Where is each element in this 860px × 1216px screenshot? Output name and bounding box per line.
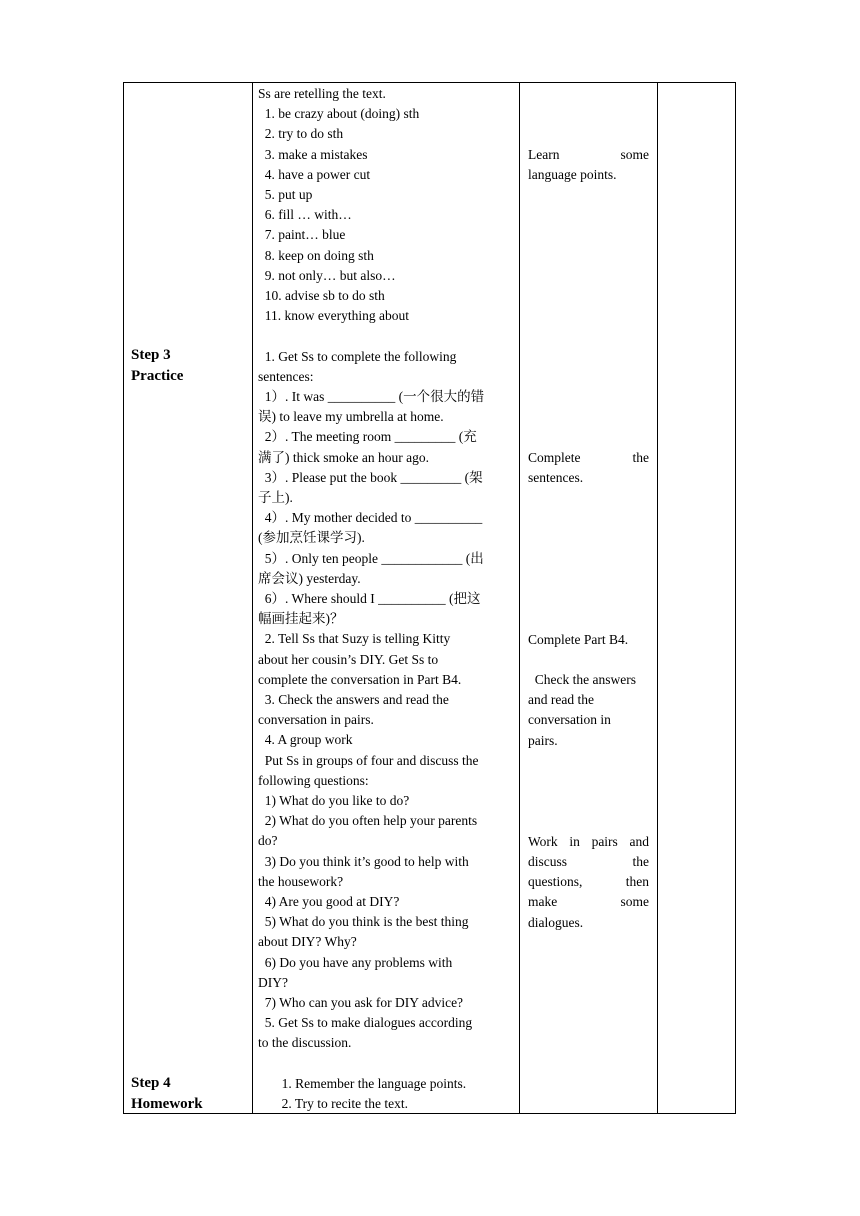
teacher-line: 2. Try to recite the text. [258, 1096, 408, 1111]
teacher-line: 1. be crazy about (doing) sth [258, 106, 420, 122]
student-work-word-2: in [569, 834, 580, 849]
table-bottom-border [123, 1113, 736, 1114]
teacher-line: the housework? [258, 873, 344, 889]
teacher-line: following questions: [258, 772, 369, 788]
student-complete-line [528, 448, 649, 468]
teacher-line: 5. put up [258, 187, 313, 202]
teacher-line: 1. Remember the language points. [258, 1075, 467, 1091]
teacher-line: complete the conversation in Part B4. [258, 671, 462, 687]
teacher-line: 4）. My mother decided to __________ [258, 510, 483, 526]
teacher-line: 4) Are you good at DIY? [258, 894, 400, 909]
step4-title: Step 4 [131, 1075, 171, 1091]
table-right-border [735, 82, 736, 1114]
teacher-line: 2) What do you often help your parents [258, 813, 478, 829]
student-check-line-3: conversation in [528, 712, 611, 727]
column-divider-3 [657, 82, 658, 1114]
teacher-line: Ss are retelling the text. [258, 86, 386, 101]
teacher-line: to the discussion. [258, 1035, 352, 1051]
column-divider-2 [519, 82, 520, 1114]
teacher-line: 满了) thick smoke an hour ago. [258, 449, 429, 465]
teacher-line: 5. Get Ss to make dialogues according [258, 1015, 473, 1031]
teacher-line: 1) What do you like to do? [258, 793, 410, 808]
teacher-line: 5) What do you think is the best thing [258, 914, 469, 930]
step3-subtitle: Practice [131, 368, 184, 384]
step3-title: Step 3 [131, 347, 171, 363]
student-check-line-4: pairs. [528, 733, 558, 748]
student-work-word-3: pairs [591, 834, 618, 849]
column-divider-1 [252, 82, 253, 1114]
teacher-line: (参加烹饪课学习). [258, 530, 365, 546]
student-learn-line [528, 145, 649, 165]
teacher-line: 3) Do you think it’s good to help with [258, 853, 469, 869]
student-complete-word-2: the [632, 450, 649, 465]
teacher-line: about her cousin’s DIY. Get Ss to [258, 651, 439, 667]
student-work-line-4 [528, 892, 649, 912]
teacher-line: 1. Get Ss to complete the following [258, 348, 457, 364]
teacher-line: 5）. Only ten people ____________ (出 [258, 550, 484, 566]
teacher-line: 幅画挂起来)？ [258, 611, 344, 627]
teacher-line: 4. have a power cut [258, 166, 371, 182]
student-work-word-9: make [528, 894, 558, 909]
teacher-line: 9. not only… but also… [258, 267, 396, 283]
teacher-line: DIY? [258, 974, 288, 990]
teacher-line: 2. Tell Ss that Suzy is telling Kitty [258, 631, 451, 647]
teacher-line: 3. make a mistakes [258, 146, 368, 162]
student-work-line-2 [528, 852, 649, 872]
teacher-line: 6) Do you have any problems with [258, 954, 453, 970]
teacher-line: 子上). [258, 490, 293, 505]
student-work-line-5: dialogues. [528, 915, 584, 930]
teacher-line: 2）. The meeting room _________ (充 [258, 429, 477, 445]
teacher-line: Put Ss in groups of four and discuss the [258, 752, 479, 768]
teacher-line: 8. keep on doing sth [258, 247, 374, 263]
teacher-line: about DIY? Why? [258, 934, 357, 950]
table-left-border [123, 82, 124, 1114]
teacher-line: 误) to leave my umbrella at home. [258, 409, 444, 425]
student-work-line-1 [528, 832, 649, 852]
teacher-line: 2. try to do sth [258, 126, 344, 142]
student-learn-word-1: Learn [528, 147, 560, 162]
student-work-word-6: the [632, 854, 649, 869]
teacher-line: 1）. It was __________ (一个很大的错 [258, 389, 485, 404]
teacher-line: 3）. Please put the book _________ (架 [258, 469, 483, 485]
teacher-line: 3. Check the answers and read the [258, 692, 449, 707]
student-work-word-8: then [625, 874, 649, 889]
teacher-line: conversation in pairs. [258, 712, 374, 728]
teacher-line: 席会议) yesterday. [258, 570, 361, 586]
student-check-line-1: Check the answers [528, 672, 636, 687]
student-complete-word-1: Complete [528, 450, 581, 465]
student-part-b4: Complete Part B4. [528, 632, 629, 647]
step4-subtitle: Homework [131, 1096, 203, 1112]
student-work-line-3 [528, 872, 649, 892]
student-work-word-10: some [620, 894, 649, 909]
teacher-line: 7. paint… blue [258, 227, 346, 243]
student-work-word-4: and [629, 834, 649, 849]
teacher-line: 7) Who can you ask for DIY advice? [258, 995, 464, 1010]
teacher-line: 10. advise sb to do sth [258, 288, 385, 303]
teacher-line: sentences: [258, 368, 314, 384]
student-check-line-2: and read the [528, 692, 594, 707]
teacher-line: do? [258, 833, 278, 849]
teacher-line: 11. know everything about [258, 308, 409, 324]
table-top-border [123, 82, 736, 83]
student-work-word-5: discuss [528, 854, 568, 869]
student-work-word-7: questions, [528, 874, 583, 889]
teacher-line: 6）. Where should I __________ (把这 [258, 591, 481, 606]
student-learn-line-2: language points. [528, 167, 617, 182]
teacher-line: 4. A group work [258, 732, 353, 748]
student-complete-line-2: sentences. [528, 470, 584, 485]
student-work-word-1: Work [528, 834, 558, 849]
teacher-line: 6. fill … with… [258, 207, 352, 223]
student-learn-word-2: some [620, 147, 649, 162]
